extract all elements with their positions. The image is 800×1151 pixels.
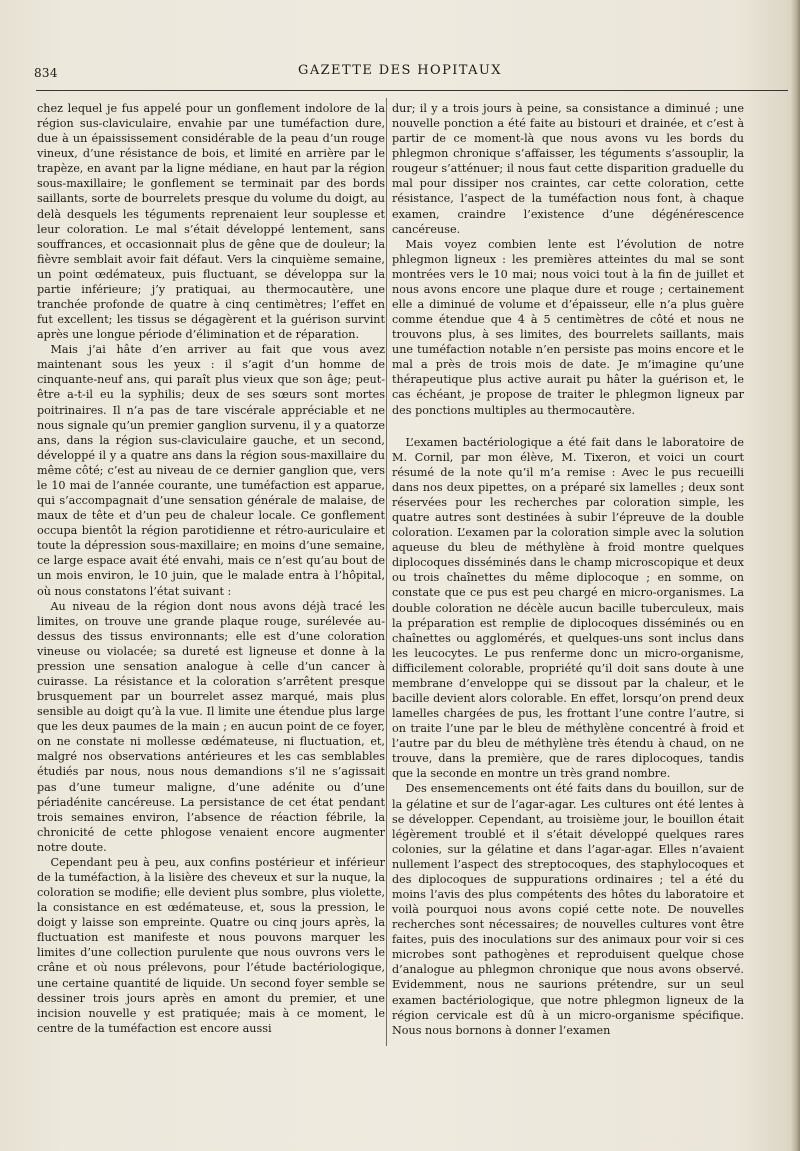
- paragraph: chez lequel je fus appelé pour un gonflement indolore de la région sus-claviculaire, envahie par une tuméfaction dure, due à un épaississement considérable de la peau d’un rouge vineux, d’une résistance de bois, et limité en arrière par le trapèze, en avant par la ligne médiane, en haut par la région sous-maxillaire; le gonflement se terminait par des bords saillants, sorte de bourrelets presque du volume du doigt, au delà desquels les téguments reprenaient leur souplesse et leur coloration. Le mal s’était développé lentement, sans souffrances, et occasionnait plus de gêne que de douleur; la fièvre semblait avoir fait défaut. Vers la cinquième semaine, un point œdémateux, puis fluctuant, se développa sur la partie inférieure; j’y pratiquai, au thermocautère, une tranchée profonde de quatre à cinq centimètres; l’effet en fut excellent; les tissus se dégagèrent et la guérison survint après une longue période d’élimination et de réparation.: [37, 102, 385, 342]
- paragraph: Au niveau de la région dont nous avons déjà tracé les limites, on trouve une grande plaque rouge, surélevée au-dessus des tissus environnants; elle est d’une coloration vineuse ou violacée; sa dureté est ligneuse et donne à la pression une sensation analogue à celle d’un cancer à cuirasse. La résistance et la coloration s’arrêtent presque brusquement par un bourrelet assez marqué, mais plus sensible au doigt qu’à la vue. Il limite une étendue plus large que les deux paumes de la main ; en aucun point de ce foyer, on ne constate ni mollesse œdémateuse, ni fluctuation, et, malgré nos observations antérieures et les cas semblables étudiés par nous, nous nous demandions s’il ne s’agissait pas d’une tumeur maligne, d’une adénite ou d’une périadénite cancéreuse. La persistance de cet état pendant trois semaines environ, l’absence de réaction fébrile, la chronicité de cette phlogose venaient encore augmenter notre doute.: [37, 599, 385, 854]
- running-title: GAZETTE DES HOPITAUX: [298, 63, 502, 78]
- paragraph: Des ensemencements ont été faits dans du bouillon, sur de la gélatine et sur de l’agar-agar. Les cultures ont été lentes à se développer. Cependant, au troisième jour, le bouillon était légèrement troublé et il s’était développé quelques rares colonies, sur la gélatine et dans l’agar-agar. Elles n’avaient nullement l’aspect des streptocoques, des staphylocoques et des diplocoques de suppurations ordinaires ; tel a été du moins l’avis des plus compétents des hôtes du laboratoire et voilà pourquoi nous avons copié cette note. De nouvelles recherches sont nécessaires; de nouvelles cultures vont être faites, puis des inoculations sur des animaux pour voir si ces microbes sont pathogènes et reproduisent quelque chose d’analogue au phlegmon chronique que nous avons observé. Evidemment, nous ne saurions prétendre, sur un seul examen bactériologique, que notre phlegmon ligneux de la région cervicale est dû à un micro-organisme spécifique. Nous nous bornons à donner l’examen: [392, 782, 744, 1037]
- column-divider: [386, 98, 387, 1046]
- right-column: [392, 101, 744, 1038]
- paragraph: Cependant peu à peu, aux confins postérieur et inférieur de la tuméfaction, à la lisière des cheveux et sur la nuque, la coloration se modifie; elle devient plus sombre, plus violette, la consistance en est œdémateuse, et, sous la pression, le doigt y laisse son empreinte. Quatre ou cinq jours après, la fluctuation est manifeste et nous pouvons marquer les limites d’une collection purulente que nous ouvrons vers le crâne et où nous prélevons, pour l’étude bactériologique, une certaine quantité de liquide. Un second foyer semble se dessiner trois jours après en amont du premier, et une incision nouvelle y est pratiquée; mais à ce moment, le centre de la tuméfaction est encore aussi: [37, 855, 385, 1035]
- left-column: [37, 101, 385, 1036]
- page-edge: [791, 0, 800, 1151]
- paragraph: L’examen bactériologique a été fait dans le laboratoire de M. Cornil, par mon élève, M. Tixeron, et voici un court résumé de la note qu’il m’a remise : Avec le pus recueilli dans nos deux pipettes, on a préparé six lamelles ; deux sont réservées pour les recherches par coloration simple, les quatre autres sont destinées à subir l’épreuve de la double coloration. L’examen par la coloration simple avec la solution aqueuse du bleu de méthylène à froid montre quelques diplocoques disséminés dans le champ microscopique et deux ou trois chaînettes du même diplocoque ; en somme, on constate que ce pus est peu chargé en micro-organismes. La double coloration ne décèle aucun bacille tuberculeux, mais la préparation est remplie de diplocoques disséminés ou en chaînettes ou agglomérés, et quelques-uns sont inclus dans les leucocytes. Le pus renferme donc un micro-organisme, difficilement colorable, propriété qu’il doit sans doute à une membrane d’enveloppe qui se dissout par la chaleur, et le bacille devient alors colorable. En effet, lorsqu’on prend deux lamelles chargées de pus, les frottant l’une contre l’autre, si on traite l’une par le bleu de méthylène concentré à froid et l’autre par du bleu de méthylène très étendu à chaud, on ne trouve, dans la première, que de rares diplocoques, tandis que la seconde en montre un très grand nombre.: [392, 435, 744, 781]
- paragraph: dur; il y a trois jours à peine, sa consistance a diminué ; une nouvelle ponction a été faite au bistouri et drainée, et c’est à partir de ce moment-là que nous avons vu les bords du phlegmon chronique s’affaisser, les téguments s’assouplir, la rougeur s’atténuer; il nous faut cette disparition graduelle du mal pour dissiper nos craintes, car cette coloration, cette résistance, l’aspect de la tuméfaction nous font, à chaque examen, craindre l’existence d’une dégénérescence cancéreuse.: [392, 102, 744, 236]
- paragraph: Mais j’ai hâte d’en arriver au fait que vous avez maintenant sous les yeux : il s’agit d’un homme de cinquante-neuf ans, qui paraît plus vieux que son âge; peut-être a-t-il eu la syphilis; deux de ses sœurs sont mortes poitrinaires. Il n’a pas de tare viscérale appréciable et ne nous signale qu’un premier ganglion survenu, il y a quatorze ans, dans la région sus-claviculaire gauche, et un second, développé il y a quatre ans dans la région sous-maxillaire du même côté; c’est au niveau de ce dernier ganglion que, vers le 10 mai de l’année courante, une tuméfaction est apparue, qui s’accompagnait d’une sensation générale de malaise, de maux de tête et d’un peu de chaleur locale. Ce gonflement occupa bientôt la région parotidienne et rétro-auriculaire et toute la dépression sous-maxillaire; en moins d’une semaine, ce large espace avait été envahi, mais ce n’est qu’au bout de un mois environ, le 10 juin, que le malade entra à l’hôpital, où nous constatons l’état suivant :: [37, 343, 385, 598]
- paragraph: Mais voyez combien lente est l’évolution de notre phlegmon ligneux : les premières atteintes du mal se sont montrées vers le 10 mai; nous voici tout à la fin de juillet et nous avons encore une plaque dure et rouge ; certainement elle a diminué de volume et d’épaisseur, elle n’a plus guère comme étendue que 4 à 5 centimètres de côté et nous ne trouvons plus, à ses limites, des bourrelets saillants, mais une tuméfaction notable n’en persiste pas moins encore et le mal a près de trois mois de date. Je m’imagine qu’une thérapeutique plus active aurait pu hâter la guérison et, le cas échéant, je propose de traiter le phlegmon ligneux par des ponctions multiples au thermocautère.: [392, 237, 744, 417]
- page-number: 834: [34, 66, 58, 80]
- header-rule: [36, 90, 788, 91]
